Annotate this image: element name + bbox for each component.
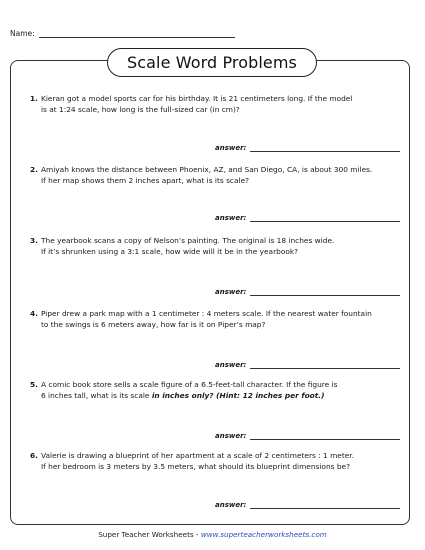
problem-text bbox=[41, 94, 401, 115]
problem-text bbox=[41, 451, 401, 472]
problem-number: 5. bbox=[30, 380, 38, 389]
problem-line-text: 6 inches tall, what is its scale bbox=[41, 390, 152, 400]
problem-number: 6. bbox=[30, 451, 38, 460]
answer-label: answer: bbox=[215, 214, 247, 222]
problem-line: If her map shows them 2 inches apart, what is its scale? bbox=[41, 175, 250, 185]
answer-line[interactable] bbox=[250, 144, 400, 152]
answer-label: answer: bbox=[215, 432, 247, 440]
problem-line: A comic book store sells a scale figure of a 6.5-feet-tall character. If the figure is bbox=[41, 380, 338, 389]
problem-text bbox=[41, 236, 401, 257]
answer-6[interactable] bbox=[215, 501, 400, 509]
problem-hint: in inches only? (Hint: 12 inches per foot.) bbox=[151, 390, 325, 400]
footer-brand: Super Teacher Worksheets bbox=[98, 530, 194, 539]
answer-label: answer: bbox=[215, 288, 247, 296]
answer-5[interactable] bbox=[215, 432, 400, 440]
problem-line: to the swings is 6 meters away, how far is it on Piper’s map? bbox=[41, 319, 266, 329]
name-input-line[interactable] bbox=[39, 29, 235, 38]
problem-line: is at 1:24 scale, how long is the full-sized car (in cm)? bbox=[41, 104, 240, 114]
answer-line[interactable] bbox=[250, 501, 400, 509]
answer-line[interactable] bbox=[250, 288, 400, 296]
footer bbox=[0, 530, 425, 539]
problem-line bbox=[41, 391, 401, 402]
footer-url-link[interactable]: www.superteacherworksheets.com bbox=[200, 530, 327, 539]
problem-line: Valerie is drawing a blueprint of her apartment at a scale of 2 centimeters : 1 meter. bbox=[41, 451, 354, 460]
problem-number: 3. bbox=[30, 236, 38, 245]
answer-line[interactable] bbox=[250, 432, 400, 440]
footer-separator: - bbox=[193, 530, 201, 539]
name-label: Name: bbox=[10, 29, 35, 38]
problem-number: 1. bbox=[30, 94, 38, 103]
problem-line: Kieran got a model sports car for his birthday. It is 21 centimeters long. If the model bbox=[41, 94, 353, 103]
page-title: Scale Word Problems bbox=[107, 48, 317, 77]
problem-line: The yearbook scans a copy of Nelson’s painting. The original is 18 inches wide. bbox=[41, 236, 335, 245]
answer-line[interactable] bbox=[250, 361, 400, 369]
problem-number: 2. bbox=[30, 165, 38, 174]
problem-line: If her bedroom is 3 meters by 3.5 meters, what should its blueprint dimensions be? bbox=[41, 461, 351, 471]
answer-line[interactable] bbox=[250, 214, 400, 222]
answer-2[interactable] bbox=[215, 214, 400, 222]
answer-1[interactable] bbox=[215, 144, 400, 152]
problem-text bbox=[41, 309, 401, 330]
problem-text bbox=[41, 165, 401, 186]
name-field-row bbox=[10, 29, 235, 38]
answer-3[interactable] bbox=[215, 288, 400, 296]
answer-label: answer: bbox=[215, 144, 247, 152]
problem-line: Piper drew a park map with a 1 centimeter : 4 meters scale. If the nearest water fountain bbox=[41, 309, 372, 318]
problem-number: 4. bbox=[30, 309, 38, 318]
problem-text bbox=[41, 380, 401, 401]
problem-line: If it’s shrunken using a 3:1 scale, how wide will it be in the yearbook? bbox=[41, 246, 299, 256]
problem-line: Amiyah knows the distance between Phoenix, AZ, and San Diego, CA, is about 300 miles. bbox=[41, 165, 373, 174]
answer-4[interactable] bbox=[215, 361, 400, 369]
answer-label: answer: bbox=[215, 361, 247, 369]
answer-label: answer: bbox=[215, 501, 247, 509]
